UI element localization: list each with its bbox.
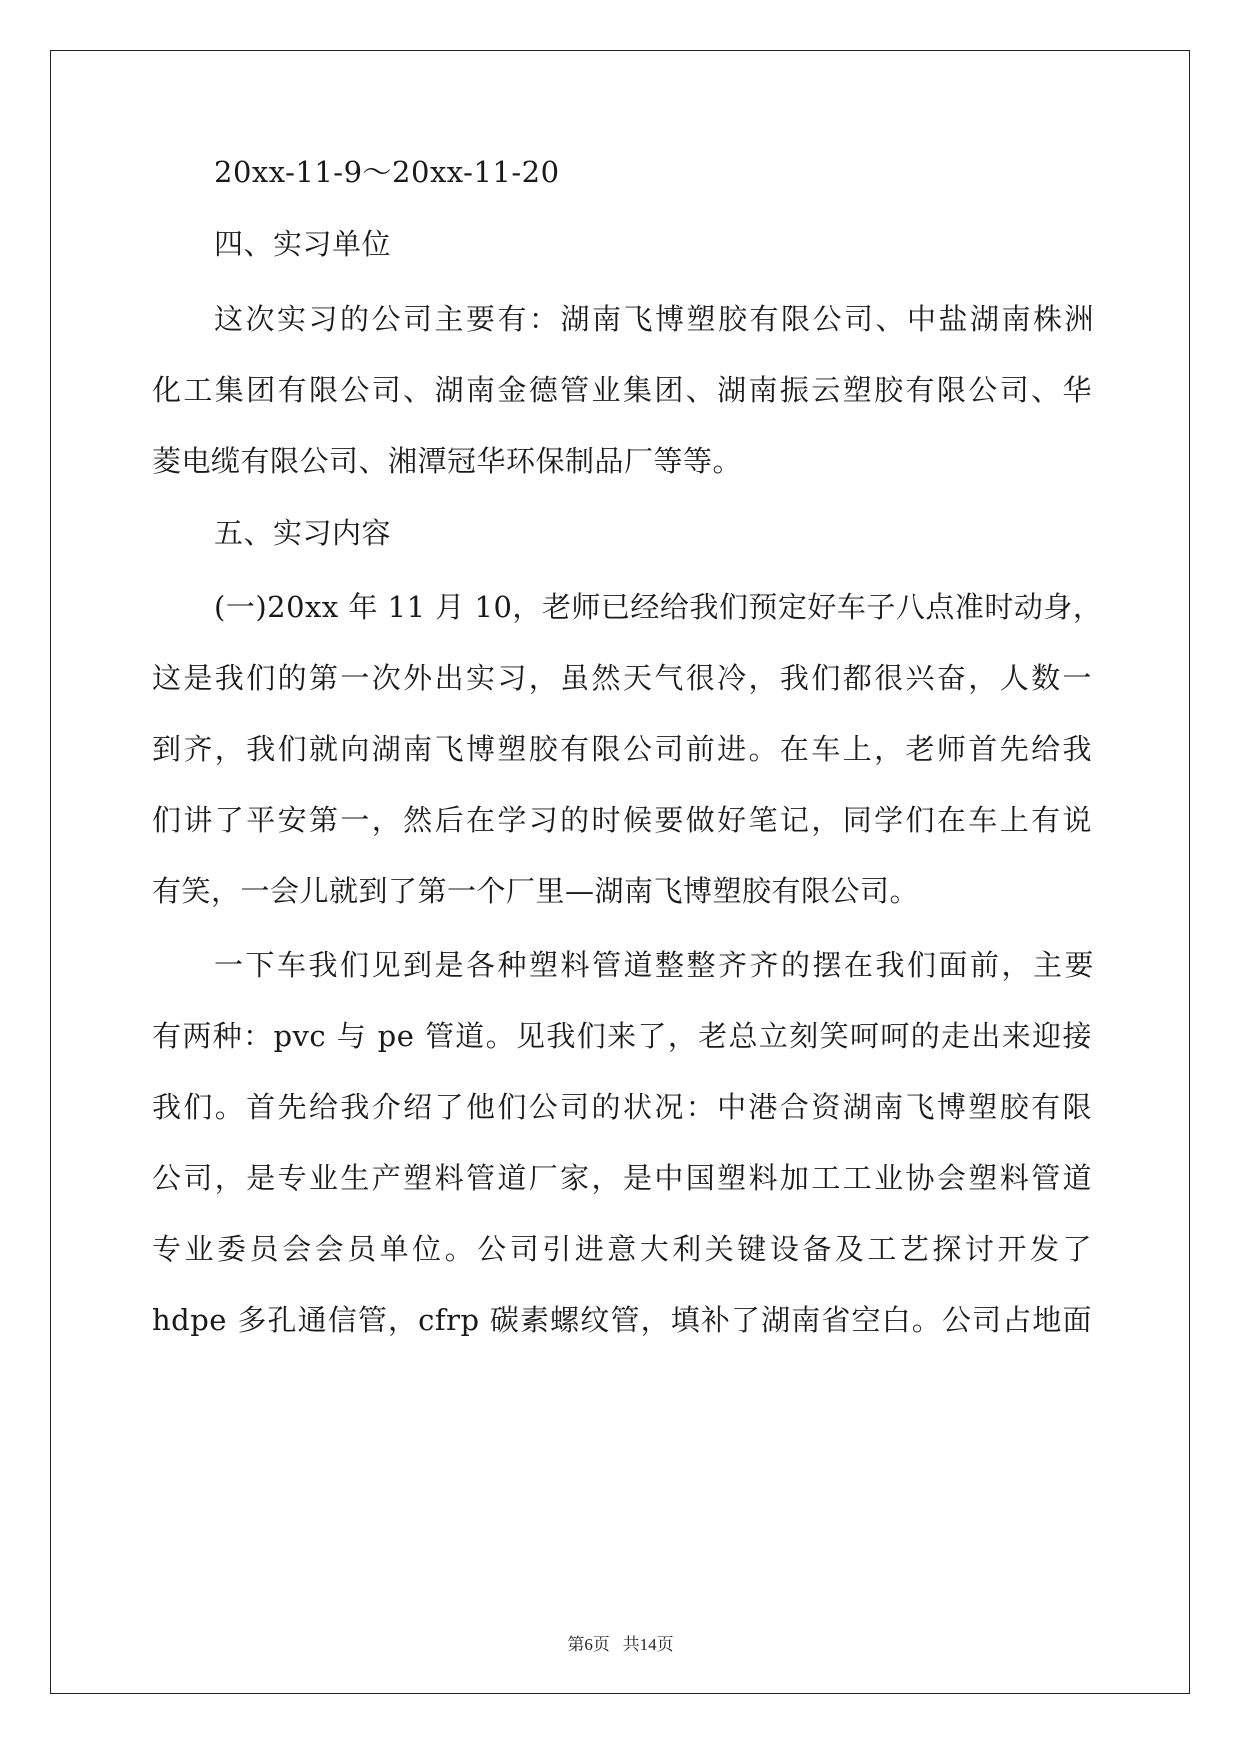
paragraph-line: 到齐，我们就向湖南飞博塑胶有限公司前进。在车上，老师首先给我 [152, 732, 1092, 766]
paragraph-line: 化工集团有限公司、湖南金德管业集团、湖南振云塑胶有限公司、华 [152, 373, 1092, 407]
paragraph-line: 这是我们的第一次外出实习，虽然天气很冷，我们都很兴奋，人数一 [152, 661, 1092, 695]
paragraph-line: (一)20xx 年 11 月 10，老师已经给我们预定好车子八点准时动身， [214, 590, 1103, 624]
page-footer [0, 1634, 1241, 1656]
paragraph-line: 我们。首先给我介绍了他们公司的状况：中港合资湖南飞博塑胶有限 [152, 1090, 1092, 1124]
section-heading-internship-content: 五、实习内容 [214, 516, 392, 550]
date-range-line: 20xx-11-9～20xx-11-20 [214, 155, 560, 189]
total-pages: 14 [639, 1635, 657, 1654]
paragraph-line: 们讲了平安第一，然后在学习的时候要做好笔记，同学们在车上有说 [152, 803, 1092, 837]
paragraph-line: 菱电缆有限公司、湘潭冠华环保制品厂等等。 [152, 444, 743, 478]
section-heading-internship-unit: 四、实习单位 [214, 227, 392, 261]
page-label-suffix: 页 [592, 1635, 610, 1654]
page-border [50, 50, 1190, 1694]
total-label-prefix: 共 [622, 1635, 640, 1654]
paragraph-line: hdpe 多孔通信管，cfrp 碳素螺纹管，填补了湖南省空白。公司占地面 [152, 1303, 1092, 1337]
page-label-prefix: 第 [567, 1635, 585, 1654]
paragraph-line: 有笑，一会儿就到了第一个厂里—湖南飞博塑胶有限公司。 [152, 874, 920, 908]
paragraph-line: 一下车我们见到是各种塑料管道整整齐齐的摆在我们面前，主要 [214, 948, 1094, 982]
page-number: 6 [584, 1635, 593, 1654]
total-label-suffix: 页 [656, 1635, 674, 1654]
paragraph-line: 这次实习的公司主要有：湖南飞博塑胶有限公司、中盐湖南株洲 [214, 302, 1094, 336]
paragraph-line: 有两种：pvc 与 pe 管道。见我们来了，老总立刻笑呵呵的走出来迎接 [152, 1019, 1092, 1053]
paragraph-line: 专业委员会会员单位。公司引进意大利关键设备及工艺探讨开发了 [152, 1232, 1092, 1266]
paragraph-line: 公司，是专业生产塑料管道厂家，是中国塑料加工工业协会塑料管道 [152, 1161, 1092, 1195]
